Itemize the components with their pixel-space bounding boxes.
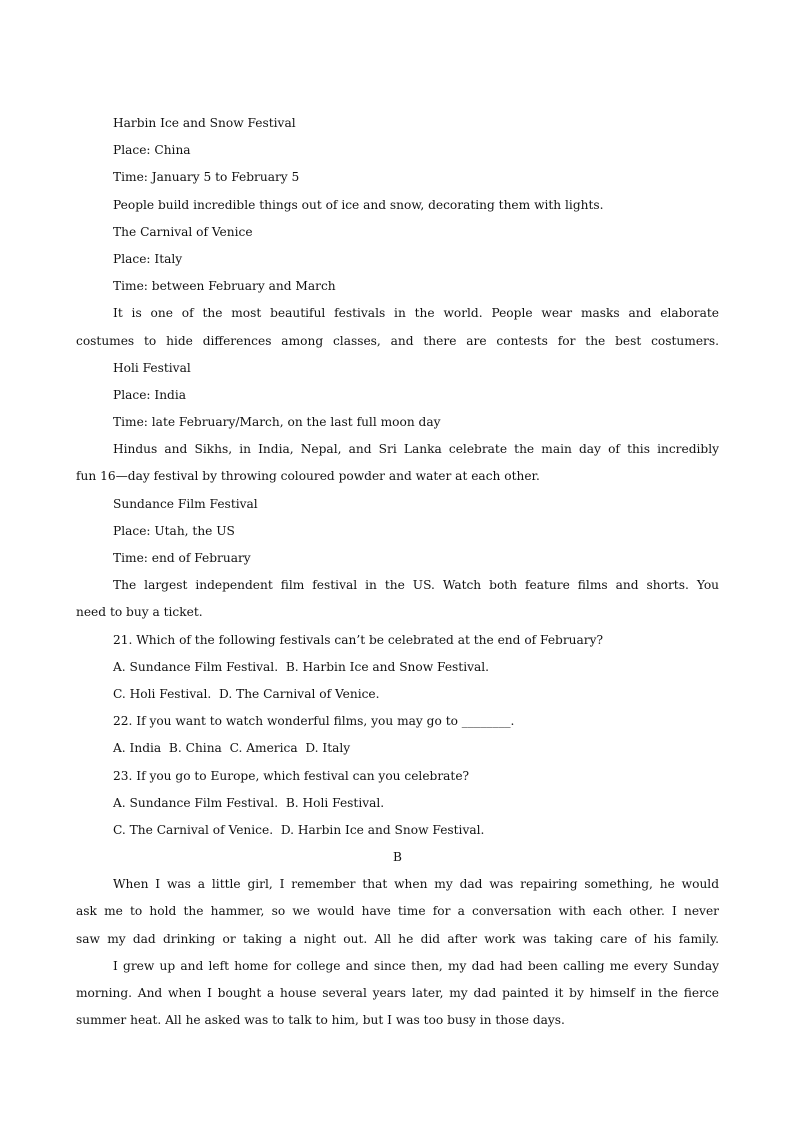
description-line: fun 16—day festival by throwing coloured powder and water at each other. xyxy=(76,469,540,484)
document-page xyxy=(76,114,719,1038)
question-23-stem: 23. If you go to Europe, which festival can you celebrate? xyxy=(113,768,470,783)
passage-line: I grew up and left home for college and since then, my dad had been calling me every Sunday xyxy=(113,958,719,973)
festival-name: Sundance Film Festival xyxy=(113,496,258,511)
festival-description xyxy=(76,304,719,358)
festival-description xyxy=(76,576,719,630)
question-21-options: C. Holi Festival. D. The Carnival of Venice. xyxy=(113,686,380,701)
festival-time: Time: between February and March xyxy=(113,279,336,294)
festival-description xyxy=(76,440,719,494)
passage-line: morning. And when I bought a house several years later, my dad painted it by himself in the fierce xyxy=(76,986,719,1000)
question-21-options: A. Sundance Film Festival. B. Harbin Ice and Snow Festival. xyxy=(113,659,490,674)
description-line: need to buy a ticket. xyxy=(76,605,203,620)
festival-place: Place: Utah, the US xyxy=(113,523,235,538)
festival-time: Time: January 5 to February 5 xyxy=(113,170,300,185)
festival-place: Place: India xyxy=(113,387,187,402)
festival-place: Place: Italy xyxy=(113,251,183,266)
question-23-options: C. The Carnival of Venice. D. Harbin Ice and Snow Festival. xyxy=(113,822,485,837)
question-23-options: A. Sundance Film Festival. B. Holi Festival. xyxy=(113,795,385,810)
question-22-options: A. India B. China C. America D. Italy xyxy=(113,741,351,756)
festival-name: Harbin Ice and Snow Festival xyxy=(113,116,296,130)
passage-line: saw my dad drinking or taking a night out. All he did after work was taking care of his family. xyxy=(76,931,719,946)
description-line: The largest independent film festival in the US. Watch both feature films and shorts. You xyxy=(113,578,719,593)
question-22-stem: 22. If you want to watch wonderful films, you may go to ________. xyxy=(113,714,515,729)
passage-line: summer heat. All he asked was to talk to him, but I was too busy in those days. xyxy=(76,1013,565,1028)
festival-description: People build incredible things out of ice and snow, decorating them with lights. xyxy=(113,197,604,212)
description-line: costumes to hide differences among classes, and there are contests for the best costumers. xyxy=(76,333,719,348)
passage-paragraph xyxy=(76,875,719,957)
festival-name: Holi Festival xyxy=(113,360,191,375)
festival-name: The Carnival of Venice xyxy=(113,224,253,239)
passage-line: ask me to hold the hammer, so we would have time for a conversation with each other. I never xyxy=(76,904,719,919)
section-heading: B xyxy=(393,850,402,865)
question-21-stem: 21. Which of the following festivals can’t be celebrated at the end of February? xyxy=(113,632,604,647)
passage-paragraph xyxy=(76,957,719,1039)
festival-time: Time: late February/March, on the last full moon day xyxy=(113,415,441,430)
festival-time: Time: end of February xyxy=(113,551,251,565)
description-line: It is one of the most beautiful festivals in the world. People wear masks and elaborate xyxy=(113,306,719,321)
passage-line: When I was a little girl, I remember that when my dad was repairing something, he would xyxy=(113,877,719,892)
description-line: Hindus and Sikhs, in India, Nepal, and Sri Lanka celebrate the main day of this incredibly xyxy=(113,442,719,457)
festival-place: Place: China xyxy=(113,143,191,158)
